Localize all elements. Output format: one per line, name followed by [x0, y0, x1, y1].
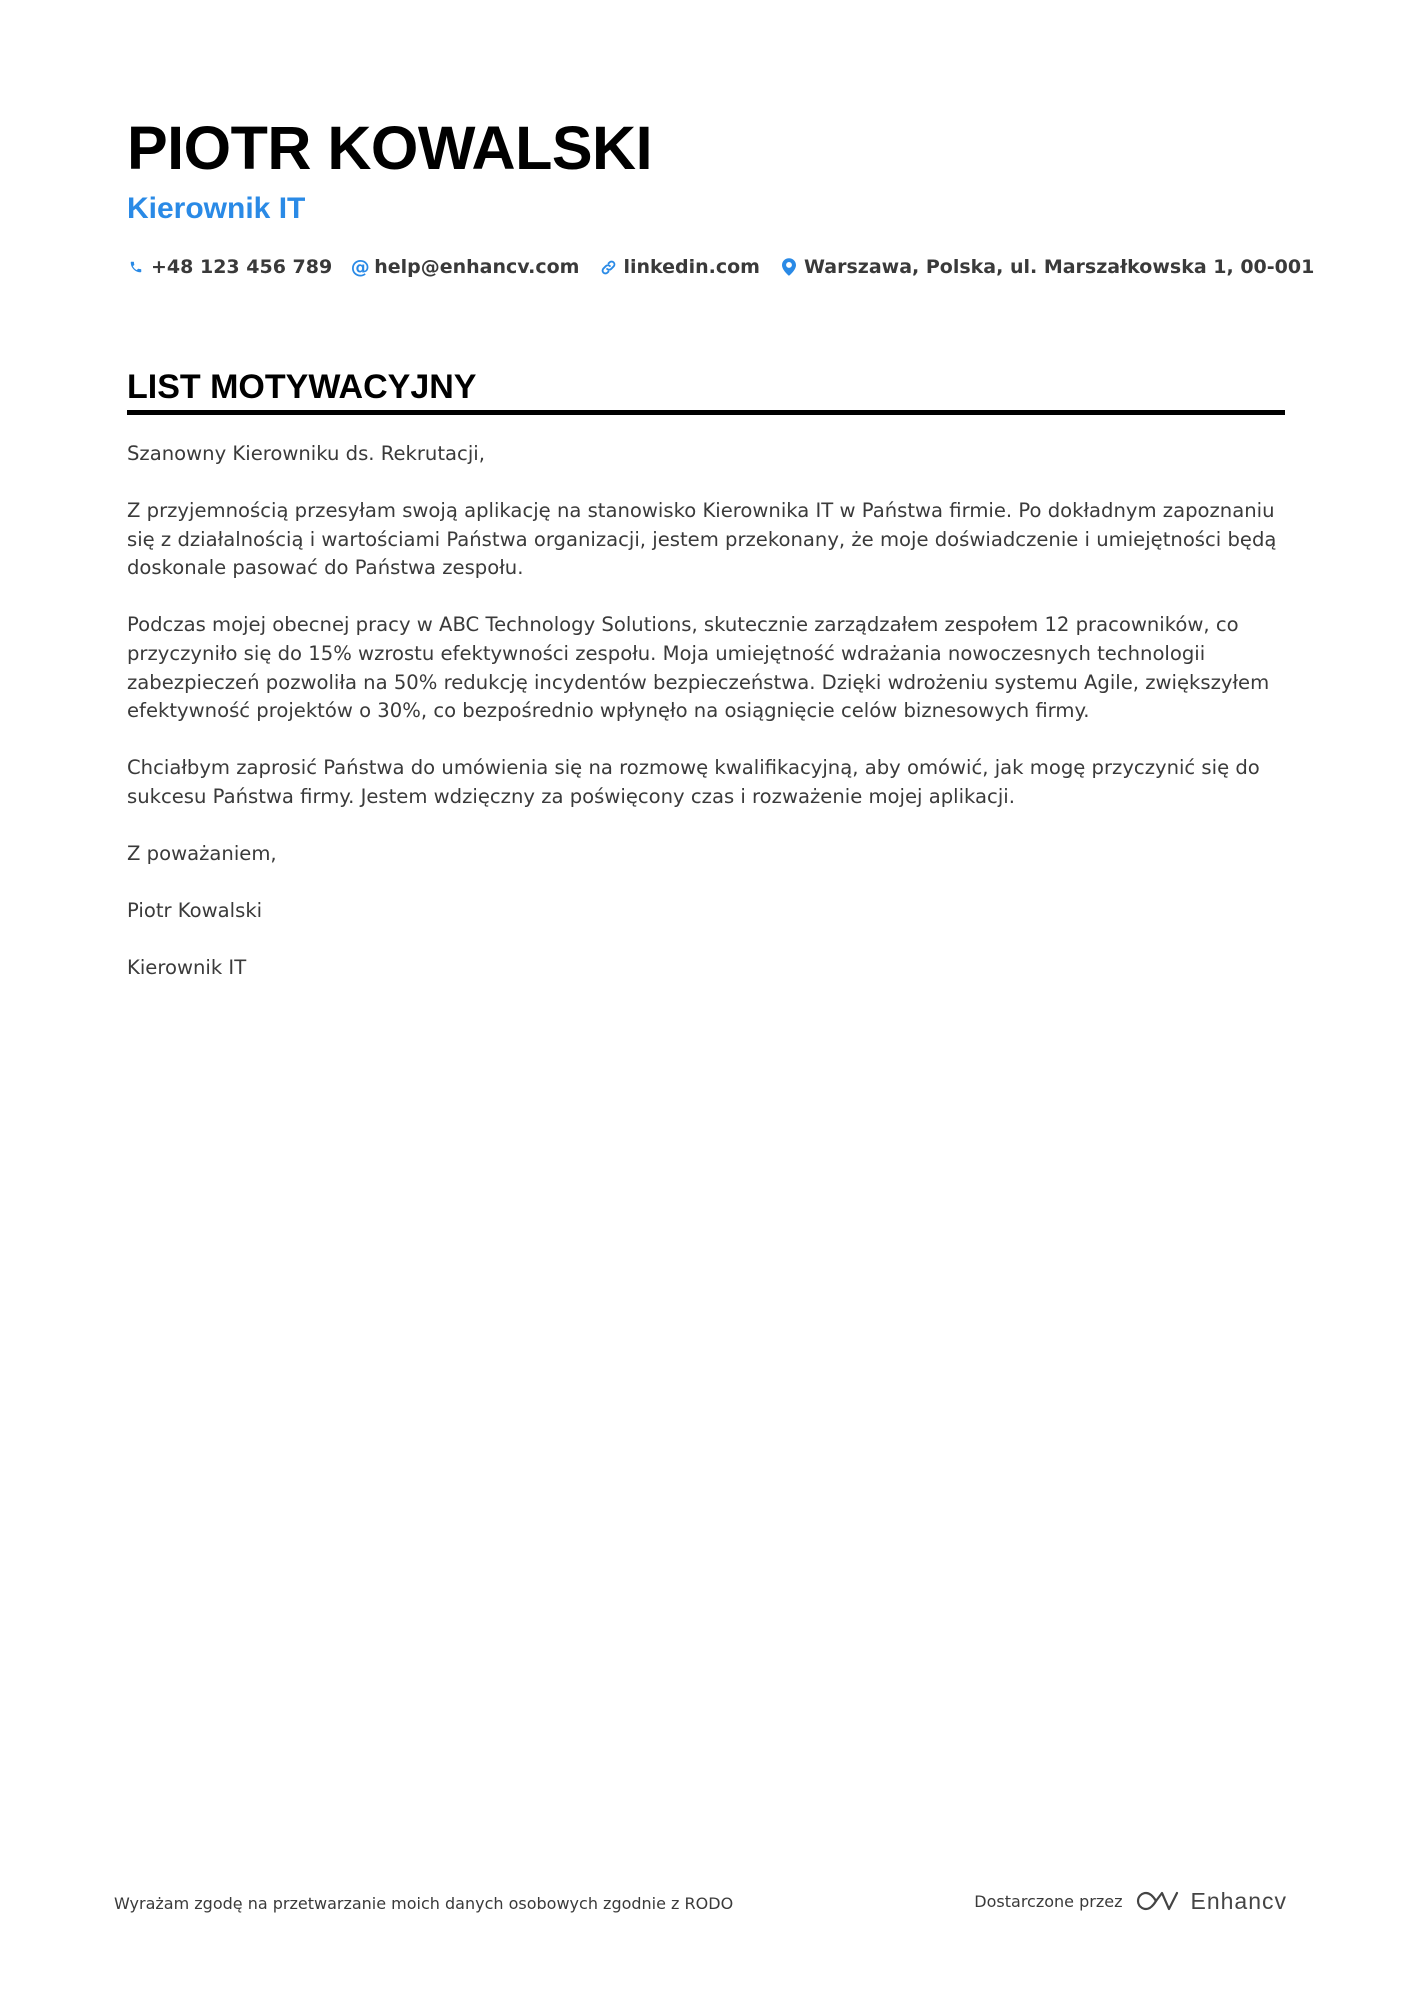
- signature-title: Kierownik IT: [127, 956, 247, 980]
- postal-address: Warszawa, Polska, ul. Marszałkowska 1, 00-001: [803, 256, 1315, 278]
- contact-bar: [127, 252, 1334, 282]
- delivered-by-label: Dostarczone przez: [974, 1891, 1123, 1911]
- section-title: LIST MOTYWACYJNY: [127, 368, 477, 406]
- contact-linkedin: [599, 256, 760, 278]
- section-divider: [127, 410, 1285, 415]
- greeting: Szanowny Kierowniku ds. Rekrutacji,: [127, 442, 485, 465]
- paragraph-invitation: Chciałbym zaprosić Państwa do umówienia się na rozmowę kwalifikacyjną, aby omówić, jak mogę przyczynić się do sukcesu Państwa firmy. Jestem wdzięczny za poświęcony czas i rozważenie mojej aplikacji.: [127, 756, 1260, 808]
- link-icon: [599, 257, 617, 277]
- applicant-name: PIOTR KOWALSKI: [127, 114, 653, 182]
- applicant-role: Kierownik IT: [127, 192, 306, 225]
- closing: Z poważaniem,: [127, 841, 277, 865]
- linkedin-url: linkedin.com: [623, 256, 760, 278]
- signature-name: Piotr Kowalski: [127, 899, 263, 923]
- enhancv-logo-icon: [1134, 1889, 1180, 1913]
- contact-address: [780, 256, 1314, 278]
- phone-number: +48 123 456 789: [151, 256, 333, 278]
- at-icon: @: [350, 256, 370, 278]
- contact-phone: [127, 256, 332, 278]
- paragraph-experience: Podczas mojej obecnej pracy w ABC Technology Solutions, skutecznie zarządzałem zespołem 12 pracowników, co przyczyniło się do 15% wzrostu efektywności zespołu. Moja umiejętność wdrażania nowoczesnych technologii zabezpieczeń pozwoliła na 50% redukcję incydentów bezpieczeństwa. Dzięki wdrożeniu systemu Agile, zwiększyłem efektywność projektów o 30%, co bezpośrednio wpłynęło na osiągnięcie celów biznesowych firmy.: [127, 613, 1270, 723]
- brand-name: Enhancv: [1190, 1887, 1287, 1914]
- brand-credit: [974, 1881, 1287, 1921]
- location-pin-icon: [780, 257, 798, 277]
- contact-email: [352, 256, 579, 278]
- paragraph-intro: Z przyjemnością przesyłam swoją aplikację na stanowisko Kierownika IT w Państwa firmie. Po dokładnym zapoznaniu się z działalnością i wartościami Państwa organizacji, jestem przekonany, że moje doświadczenie i umiejętności będą doskonale pasować do Państwa zespołu.: [127, 499, 1277, 580]
- phone-icon: [127, 257, 145, 277]
- email-address: help@enhancv.com: [374, 256, 580, 278]
- gdpr-consent: Wyrażam zgodę na przetwarzanie moich danych osobowych zgodnie z RODO: [114, 1894, 734, 1913]
- letter-body: [127, 440, 1287, 1011]
